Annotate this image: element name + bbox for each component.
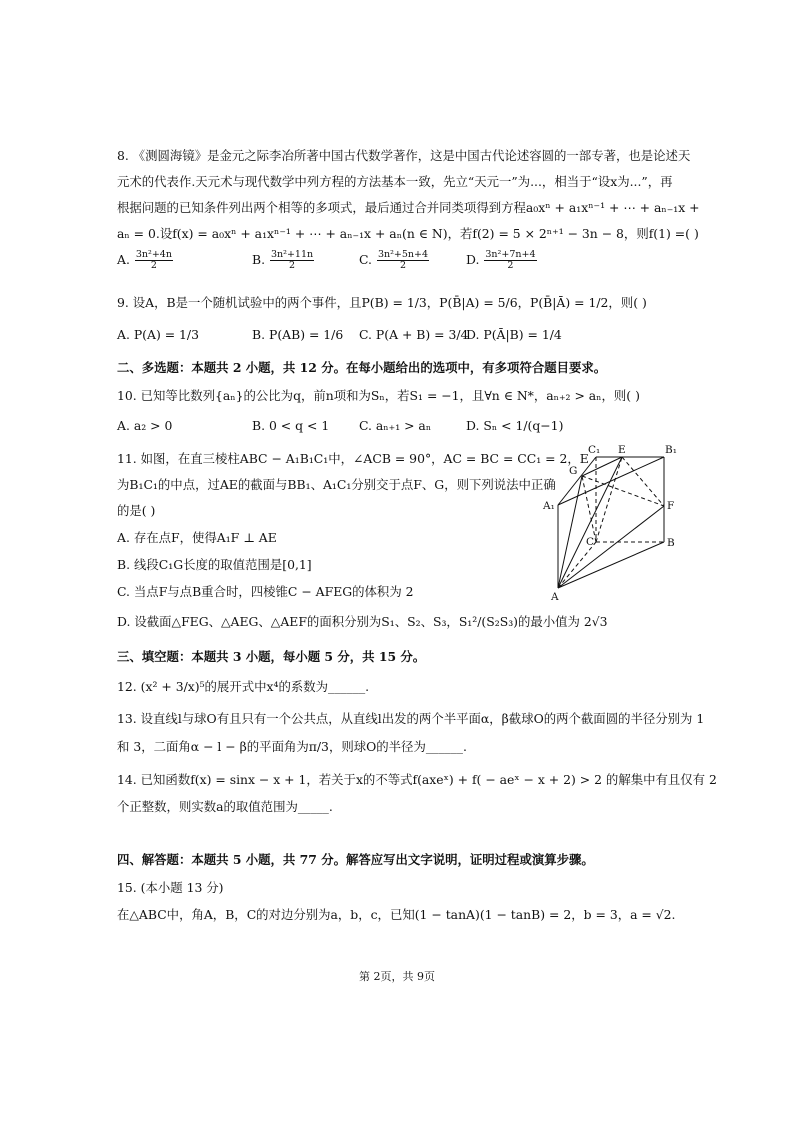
q14-line-1: 14. 已知函数f(x) = sinx − x + 1，若关于x的不等式f(axeˣ) + f( − aeˣ − x + 2) > 2 的解集中有且仅有 2 bbox=[117, 772, 717, 787]
edge-c-e-hidden bbox=[596, 457, 622, 542]
q8-line-3: 根据问题的已知条件列出两个相等的多项式，最后通过合并同类项得到方程a₀xⁿ + a₁xⁿ⁻¹ + ⋯ + aₙ₋₁x + bbox=[117, 200, 700, 215]
q11-option-a: A. 存在点F，使得A₁F ⊥ AE bbox=[117, 530, 277, 545]
q8-option-c-label: C. bbox=[359, 251, 372, 267]
label-f: F bbox=[667, 500, 675, 512]
section-4-heading: 四、解答题：本题共 5 小题，共 77 分。解答应写出文字说明，证明过程或演算步骤。 bbox=[117, 852, 594, 867]
q12-stem: 12. (x² + 3/x)⁵的展开式中x⁴的系数为______. bbox=[117, 679, 370, 694]
q10-option-c: C. aₙ₊₁ > aₙ bbox=[359, 418, 432, 433]
q8-option-a-num: 3n²+4n bbox=[135, 249, 172, 260]
q8-option-c-num: 3n²+5n+4 bbox=[377, 249, 429, 260]
q8-option-d-num: 3n²+7n+4 bbox=[485, 249, 536, 260]
q8-option-a-den: 2 bbox=[150, 259, 157, 271]
section-3-heading: 三、填空题：本题共 3 小题，每小题 5 分，共 15 分。 bbox=[117, 649, 426, 664]
q8-option-d-label: D. bbox=[466, 251, 480, 267]
section-2-heading: 二、多选题：本题共 2 小题，共 12 分。在每小题给出的选项中，有多项符合题目要求。 bbox=[117, 360, 607, 375]
q13-line-1: 13. 设直线l与球O有且只有一个公共点，从直线l出发的两个半平面α，β截球O的两个截面圆的半径分别为 1 bbox=[117, 711, 705, 726]
q10-option-d: D. Sₙ < 1/(q−1) bbox=[466, 418, 564, 433]
label-c1: C₁ bbox=[588, 444, 601, 456]
q9-option-a: A. P(A) = 1/3 bbox=[117, 327, 199, 342]
label-b1: B₁ bbox=[665, 444, 677, 456]
q11-line-1: 11. 如图，在直三棱柱ABC − A₁B₁C₁中，∠ACB = 90°，AC = BC = CC₁ = 2，E bbox=[117, 451, 589, 466]
q8-line-4: aₙ = 0.设f(x) = a₀xⁿ + a₁xⁿ⁻¹ + ⋯ + aₙ₋₁x + aₙ(n ∈ N)，若f(2) = 5 × 2ⁿ⁺¹ − 3n − 8，则f(1) =( ) bbox=[117, 226, 699, 241]
q15-stem: 在△ABC中，角A，B，C的对边分别为a，b，c，已知(1 − tanA)(1 − tanB) = 2，b = 3，a = √2. bbox=[117, 907, 676, 922]
edge-a-e bbox=[558, 457, 622, 588]
page-footer: 第 2页，共 9页 bbox=[359, 970, 435, 983]
label-a: A bbox=[551, 591, 559, 603]
q8-option-a-label: A. bbox=[117, 251, 130, 267]
edge-a-b bbox=[558, 542, 664, 588]
q8-option-c-den: 2 bbox=[399, 259, 407, 271]
q10-option-a: A. a₂ > 0 bbox=[117, 418, 173, 433]
label-g: G bbox=[569, 465, 578, 477]
q9-stem: 9. 设A，B是一个随机试验中的两个事件，且P(B) = 1/3，P(B̄|A) = 5/6，P(B̄|Ā) = 1/2，则( ) bbox=[117, 295, 647, 310]
q10-option-b: B. 0 < q < 1 bbox=[252, 418, 330, 433]
q10-stem: 10. 已知等比数列{aₙ}的公比为q，前n项和为Sₙ，若S₁ = −1，且∀n ∈ N*，aₙ₊₂ > aₙ，则( ) bbox=[117, 388, 640, 403]
q8-option-b-label: B. bbox=[252, 251, 266, 267]
edge-a-g bbox=[558, 476, 582, 588]
q15-title: 15. (本小题 13 分) bbox=[117, 880, 224, 895]
q9-option-d: D. P(Ā|B) = 1/4 bbox=[466, 327, 562, 342]
label-b: B bbox=[667, 537, 675, 549]
q8-line-2: 元术的代表作.天元术与现代数学中列方程的方法基本一致，先立“天元一”为...，相当于“设x为...”，再 bbox=[117, 174, 673, 189]
q9-option-b: B. P(AB) = 1/6 bbox=[252, 327, 344, 342]
q11-option-b: B. 线段C₁G长度的取值范围是[0,1] bbox=[117, 557, 312, 572]
label-a1: A₁ bbox=[543, 500, 555, 512]
edge-a-f bbox=[558, 506, 664, 588]
q11-line-2: 为B₁C₁的中点，过AE的截面与BB₁、A₁C₁分别交于点F、G，则下列说法中正确 bbox=[117, 477, 556, 492]
q11-option-d: D. 设截面△FEG、△AEG、△AEF的面积分别为S₁、S₂、S₃，S₁²/(S₂S₃)的最小值为 2√3 bbox=[117, 614, 608, 629]
q8-option-b-den: 2 bbox=[289, 259, 296, 271]
q14-line-2: 个正整数，则实数a的取值范围为_____. bbox=[117, 799, 333, 814]
q8-line-1: 8. 《测圆海镜》是金元之际李冶所著中国古代数学著作，这是中国古代论述容圆的一部专著，也是论述天 bbox=[117, 148, 691, 163]
q11-option-c: C. 当点F与点B重合时，四棱锥C − AFEG的体积为 2 bbox=[117, 584, 414, 599]
q11-line-3: 的是( ) bbox=[117, 503, 156, 518]
q13-line-2: 和 3，二面角α − l − β的平面角为π/3，则球O的半径为______. bbox=[117, 739, 467, 754]
q8-option-d-den: 2 bbox=[507, 259, 514, 271]
edge-c-g-hidden bbox=[582, 476, 596, 542]
q8-option-b-num: 3n²+11n bbox=[271, 249, 314, 260]
q9-option-c: C. P(A + B) = 3/4 bbox=[359, 327, 469, 342]
label-e: E bbox=[618, 444, 626, 456]
label-c: C bbox=[586, 536, 595, 548]
